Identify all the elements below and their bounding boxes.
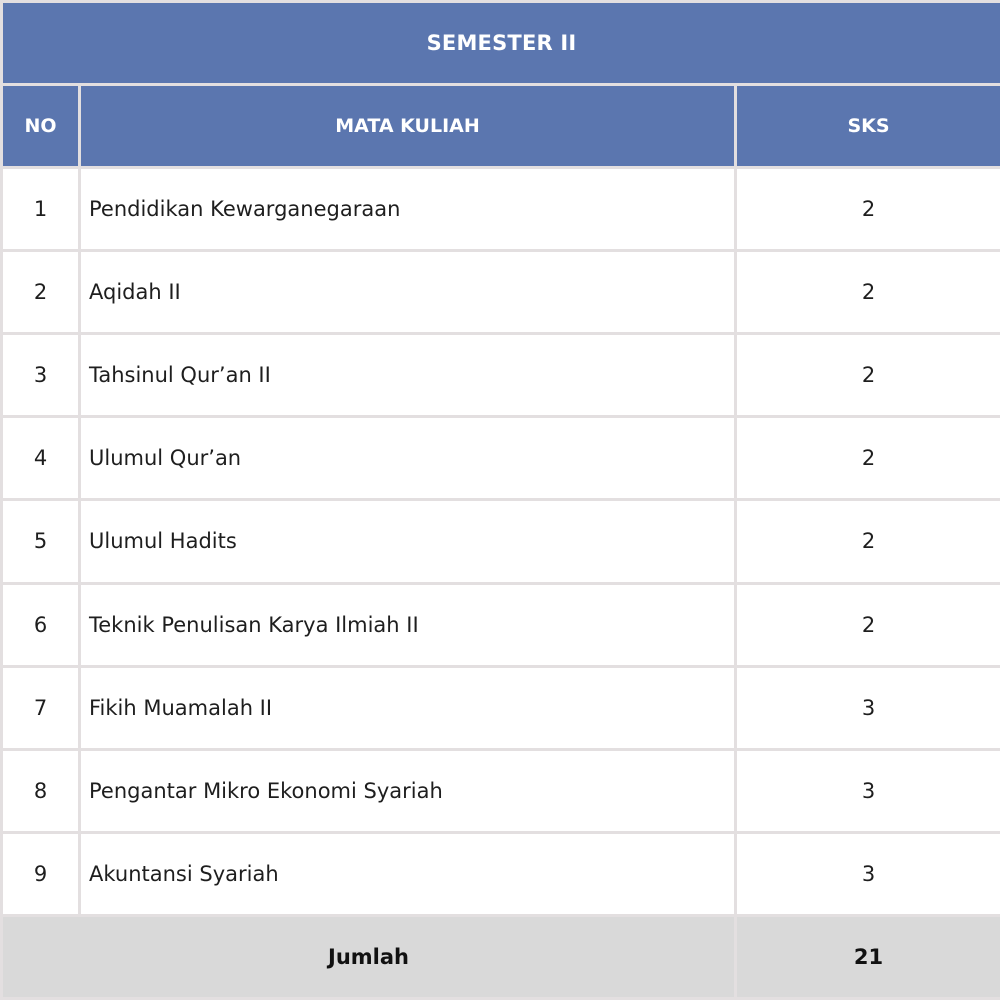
course-name: Ulumul Hadits (80, 500, 736, 583)
title-row (2, 2, 1000, 85)
course-credits: 2 (736, 500, 1000, 583)
course-name: Teknik Penulisan Karya Ilmiah II (80, 583, 736, 666)
header-no: NO (2, 85, 80, 168)
table-row (2, 417, 1000, 500)
course-credits: 3 (736, 832, 1000, 915)
course-name: Pendidikan Kewarganegaraan (80, 168, 736, 251)
table-row (2, 168, 1000, 251)
course-name: Aqidah II (80, 251, 736, 334)
total-value: 21 (736, 916, 1000, 999)
row-number: 4 (2, 417, 80, 500)
course-name: Tahsinul Qur’an II (80, 334, 736, 417)
row-number: 9 (2, 832, 80, 915)
row-number: 2 (2, 251, 80, 334)
semester-title: SEMESTER II (2, 2, 1000, 85)
table-row (2, 832, 1000, 915)
course-credits: 3 (736, 666, 1000, 749)
course-credits: 3 (736, 749, 1000, 832)
course-credits: 2 (736, 334, 1000, 417)
table-row (2, 500, 1000, 583)
course-credits: 2 (736, 583, 1000, 666)
header-course: MATA KULIAH (80, 85, 736, 168)
table-row (2, 251, 1000, 334)
table-row (2, 749, 1000, 832)
total-row (2, 916, 1000, 999)
row-number: 6 (2, 583, 80, 666)
row-number: 5 (2, 500, 80, 583)
table-row (2, 583, 1000, 666)
header-row (2, 85, 1000, 168)
row-number: 8 (2, 749, 80, 832)
table-row (2, 666, 1000, 749)
total-label: Jumlah (2, 916, 736, 999)
row-number: 7 (2, 666, 80, 749)
course-credits: 2 (736, 417, 1000, 500)
course-name: Ulumul Qur’an (80, 417, 736, 500)
course-name: Pengantar Mikro Ekonomi Syariah (80, 749, 736, 832)
course-credits: 2 (736, 168, 1000, 251)
course-name: Fikih Muamalah II (80, 666, 736, 749)
course-credits: 2 (736, 251, 1000, 334)
row-number: 1 (2, 168, 80, 251)
row-number: 3 (2, 334, 80, 417)
table-row (2, 334, 1000, 417)
header-credits: SKS (736, 85, 1000, 168)
course-name: Akuntansi Syariah (80, 832, 736, 915)
